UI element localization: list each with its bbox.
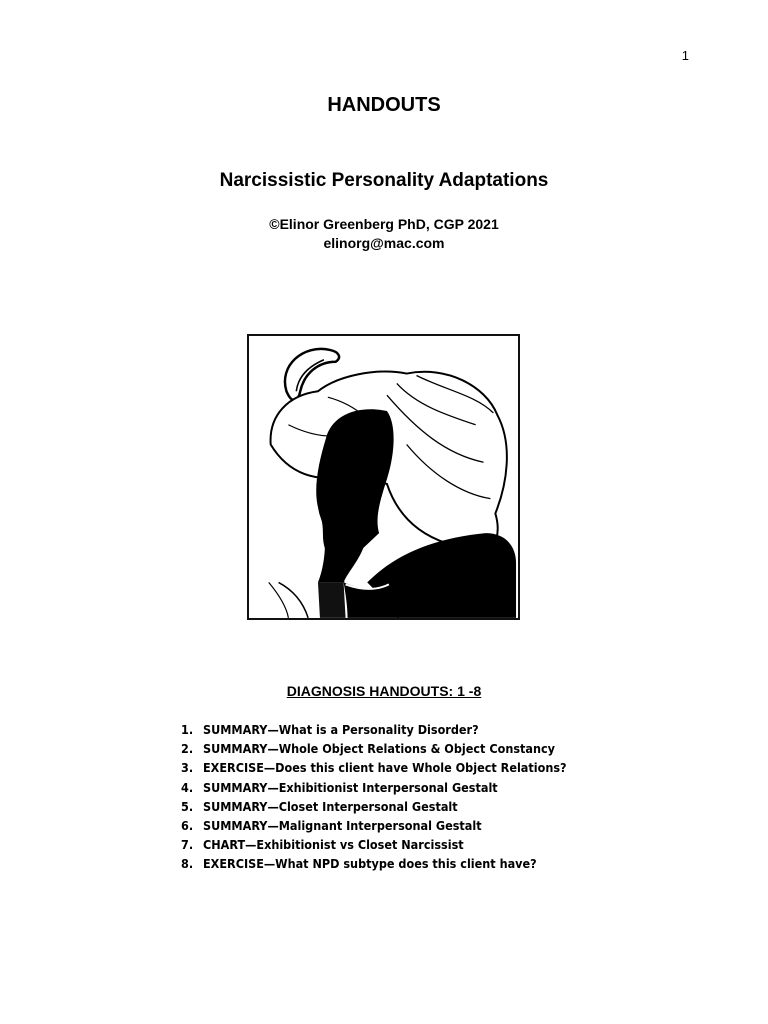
list-item [181,816,567,835]
list-item [181,758,567,777]
list-number: 7. [181,837,194,853]
document-subtitle: Narcissistic Personality Adaptations [219,170,549,191]
list-number: 5. [181,798,194,814]
list-number: 1. [181,722,194,737]
list-text: CHART—Exhibitionist vs Closet Narcissist [203,837,464,853]
list-item [181,720,567,739]
ambiguous-woman-illustration-icon [247,334,520,620]
document-title: HANDOUTS [327,94,441,116]
author-name: ©Elinor Greenberg PhD, CGP 2021 [269,216,499,232]
list-item [181,797,567,816]
list-text: EXERCISE—What NPD subtype does this client have? [203,856,537,872]
list-number: 3. [181,760,194,776]
list-item [181,739,567,758]
handout-list [181,720,567,874]
list-number: 2. [181,741,194,757]
author-email: elinorg@mac.com [323,235,445,251]
list-text: SUMMARY—Whole Object Relations & Object Constancy [203,741,555,757]
list-text: SUMMARY—Malignant Interpersonal Gestalt [203,818,482,834]
list-text: SUMMARY—Closet Interpersonal Gestalt [203,798,458,814]
list-text: SUMMARY—What is a Personality Disorder? [203,722,479,737]
list-text: EXERCISE—Does this client have Whole Object Relations? [203,760,567,776]
list-item [181,854,567,873]
page-number: 1 [681,48,689,63]
list-number: 6. [181,818,194,834]
list-text: SUMMARY—Exhibitionist Interpersonal Gestalt [203,779,498,795]
list-item [181,835,567,854]
list-item [181,778,567,797]
list-number: 8. [181,856,194,872]
author-block [0,215,768,253]
diagnosis-heading: DIAGNOSIS HANDOUTS: 1 -8 [286,683,482,699]
list-number: 4. [181,779,194,795]
